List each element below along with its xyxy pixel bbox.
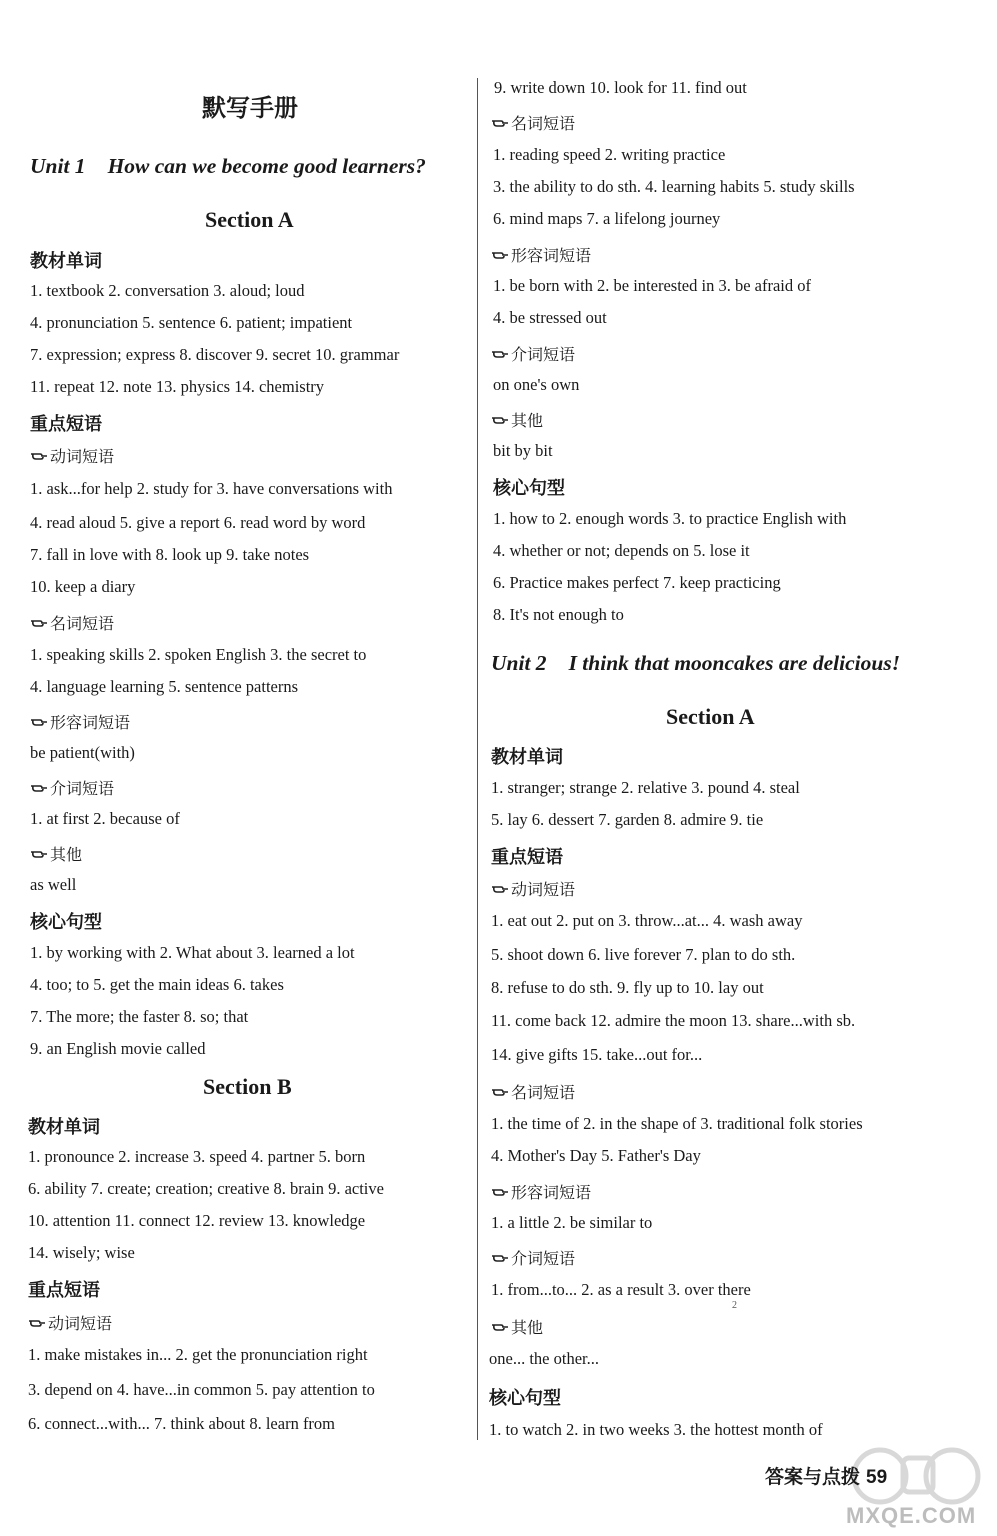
noun-phrase-subheading: 名词短语 — [491, 1080, 575, 1103]
phrase-line: 4. Mother's Day 5. Father's Day — [491, 1146, 701, 1165]
vocab-line: 11. repeat 12. note 13. physics 14. chemistry — [30, 377, 325, 396]
watermark-text: MXQE.COM — [846, 1503, 977, 1528]
pointing-hand-icon — [30, 450, 48, 462]
phrase-line: 1. eat out 2. put on 3. throw...at... 4. wash away — [491, 911, 803, 930]
phrase-line: 1. a little 2. be similar to — [491, 1213, 653, 1232]
unit2-heading: Unit 2 I think that mooncakes are delicious! — [491, 651, 901, 675]
phrase-line: 3. the ability to do sth. 4. learning habits 5. study skills — [493, 177, 855, 196]
pointing-hand-icon — [30, 716, 48, 728]
phrases-heading: 重点短语 — [30, 414, 102, 435]
pointing-hand-icon — [491, 117, 509, 129]
phrase-line: 14. give gifts 15. take...out for... — [491, 1045, 703, 1064]
prep-phrase-subheading: 介词短语 — [491, 1246, 575, 1269]
phrase-line: 8. refuse to do sth. 9. fly up to 10. lay out — [491, 978, 764, 997]
phrase-line: 11. come back 12. admire the moon 13. share...with sb. — [491, 1011, 856, 1030]
pointing-hand-icon — [28, 1317, 46, 1329]
phrase-line: 1. at first 2. because of — [30, 809, 180, 828]
phrases-heading: 重点短语 — [491, 847, 563, 868]
phrases-heading: 重点短语 — [28, 1280, 100, 1301]
verb-phrase-subheading: 动词短语 — [491, 877, 575, 900]
sentence-line: 4. too; to 5. get the main ideas 6. takes — [30, 975, 284, 994]
phrase-line: 7. fall in love with 8. look up 9. take notes — [30, 545, 310, 564]
phrase-line: 1. the time of 2. in the shape of 3. traditional folk stories — [491, 1114, 863, 1133]
vocab-line: 6. ability 7. create; creation; creative 8. brain 9. active — [28, 1179, 384, 1198]
footer-label: 答案与点拨 — [765, 1466, 861, 1488]
pointing-hand-icon — [491, 1086, 509, 1098]
phrase-line: 6. connect...with... 7. think about 8. learn from — [28, 1414, 336, 1433]
section-b-heading: Section B — [203, 1074, 292, 1099]
sentence-line: 1. by working with 2. What about 3. learned a lot — [30, 943, 355, 962]
unit1-heading: Unit 1 How can we become good learners? — [30, 154, 426, 178]
pointing-hand-icon — [491, 414, 509, 426]
vocab-line: 5. lay 6. dessert 7. garden 8. admire 9. tie — [491, 810, 764, 829]
sentence-line: 1. how to 2. enough words 3. to practice English with — [493, 509, 847, 528]
sentence-line: 6. Practice makes perfect 7. keep practicing — [493, 573, 781, 592]
vocab-line: 4. pronunciation 5. sentence 6. patient; impatient — [30, 313, 353, 332]
pointing-hand-icon — [491, 1186, 509, 1198]
other-subheading: 其他 — [30, 842, 82, 865]
phrase-line: 1. reading speed 2. writing practice — [493, 145, 726, 164]
phrase-line: 3. depend on 4. have...in common 5. pay attention to — [28, 1380, 375, 1399]
phrase-line: 10. keep a diary — [30, 577, 136, 596]
phrase-line: 1. from...to... 2. as a result 3. over there — [491, 1280, 751, 1299]
sentence-line: 7. The more; the faster 8. so; that — [30, 1007, 249, 1026]
page-title: 默写手册 — [202, 94, 298, 122]
stray-mark: 2 — [732, 1300, 737, 1311]
sentence-line: 8. It's not enough to — [493, 605, 624, 624]
phrase-line: 1. be born with 2. be interested in 3. be afraid of — [493, 276, 811, 295]
phrase-line: 9. write down 10. look for 11. find out — [494, 78, 747, 97]
pointing-hand-icon — [491, 1321, 509, 1333]
sentence-line: 9. an English movie called — [30, 1039, 206, 1058]
vocab-line: 1. textbook 2. conversation 3. aloud; loud — [30, 281, 305, 300]
prep-phrase-subheading: 介词短语 — [30, 776, 114, 799]
sentence-line: 1. to watch 2. in two weeks 3. the hottest month of — [489, 1420, 823, 1439]
phrase-line: 6. mind maps 7. a lifelong journey — [493, 209, 721, 228]
vocab-line: 7. expression; express 8. discover 9. secret 10. grammar — [30, 345, 400, 364]
phrase-line: be patient(with) — [30, 743, 135, 762]
sentence-heading: 核心句型 — [30, 912, 102, 933]
pointing-hand-icon — [491, 883, 509, 895]
sentence-line: 4. whether or not; depends on 5. lose it — [493, 541, 750, 560]
adj-phrase-subheading: 形容词短语 — [30, 710, 130, 733]
sentence-heading: 核心句型 — [489, 1388, 561, 1409]
noun-phrase-subheading: 名词短语 — [30, 611, 114, 634]
phrase-line: 4. read aloud 5. give a report 6. read word by word — [30, 513, 366, 532]
prep-phrase-subheading: 介词短语 — [491, 342, 575, 365]
phrase-line: bit by bit — [493, 441, 553, 460]
vocab-heading: 教材单词 — [30, 251, 102, 272]
phrase-line: on one's own — [493, 375, 580, 394]
phrase-line: one... the other... — [489, 1349, 599, 1368]
phrase-line: 4. language learning 5. sentence patterns — [30, 677, 299, 696]
page-number: 59 — [866, 1467, 888, 1488]
pointing-hand-icon — [30, 617, 48, 629]
column-divider — [477, 78, 478, 1440]
other-subheading: 其他 — [491, 408, 543, 431]
verb-phrase-subheading: 动词短语 — [30, 444, 114, 467]
section-a-heading: Section A — [205, 207, 294, 232]
pointing-hand-icon — [30, 782, 48, 794]
phrase-line: 1. speaking skills 2. spoken English 3. the secret to — [30, 645, 367, 664]
phrase-line: 4. be stressed out — [493, 308, 607, 327]
pointing-hand-icon — [30, 848, 48, 860]
pointing-hand-icon — [491, 1252, 509, 1264]
vocab-line: 1. pronounce 2. increase 3. speed 4. partner 5. born — [28, 1147, 366, 1166]
phrase-line: 1. ask...for help 2. study for 3. have conversations with — [30, 479, 393, 498]
vocab-line: 10. attention 11. connect 12. review 13. knowledge — [28, 1211, 366, 1230]
verb-phrase-subheading: 动词短语 — [28, 1311, 112, 1334]
section-a-heading: Section A — [666, 704, 755, 729]
page-footer — [765, 1462, 887, 1489]
sentence-heading: 核心句型 — [493, 478, 565, 499]
vocab-heading: 教材单词 — [28, 1117, 100, 1138]
phrase-line: 1. make mistakes in... 2. get the pronunciation right — [28, 1345, 368, 1364]
adj-phrase-subheading: 形容词短语 — [491, 243, 591, 266]
other-subheading: 其他 — [491, 1315, 543, 1338]
vocab-line: 1. stranger; strange 2. relative 3. pound 4. steal — [491, 778, 800, 797]
pointing-hand-icon — [491, 249, 509, 261]
vocab-line: 14. wisely; wise — [28, 1243, 135, 1262]
vocab-heading: 教材单词 — [491, 747, 563, 768]
pointing-hand-icon — [491, 348, 509, 360]
noun-phrase-subheading: 名词短语 — [491, 111, 575, 134]
adj-phrase-subheading: 形容词短语 — [491, 1180, 591, 1203]
phrase-line: 5. shoot down 6. live forever 7. plan to do sth. — [491, 945, 796, 964]
phrase-line: as well — [30, 875, 77, 894]
